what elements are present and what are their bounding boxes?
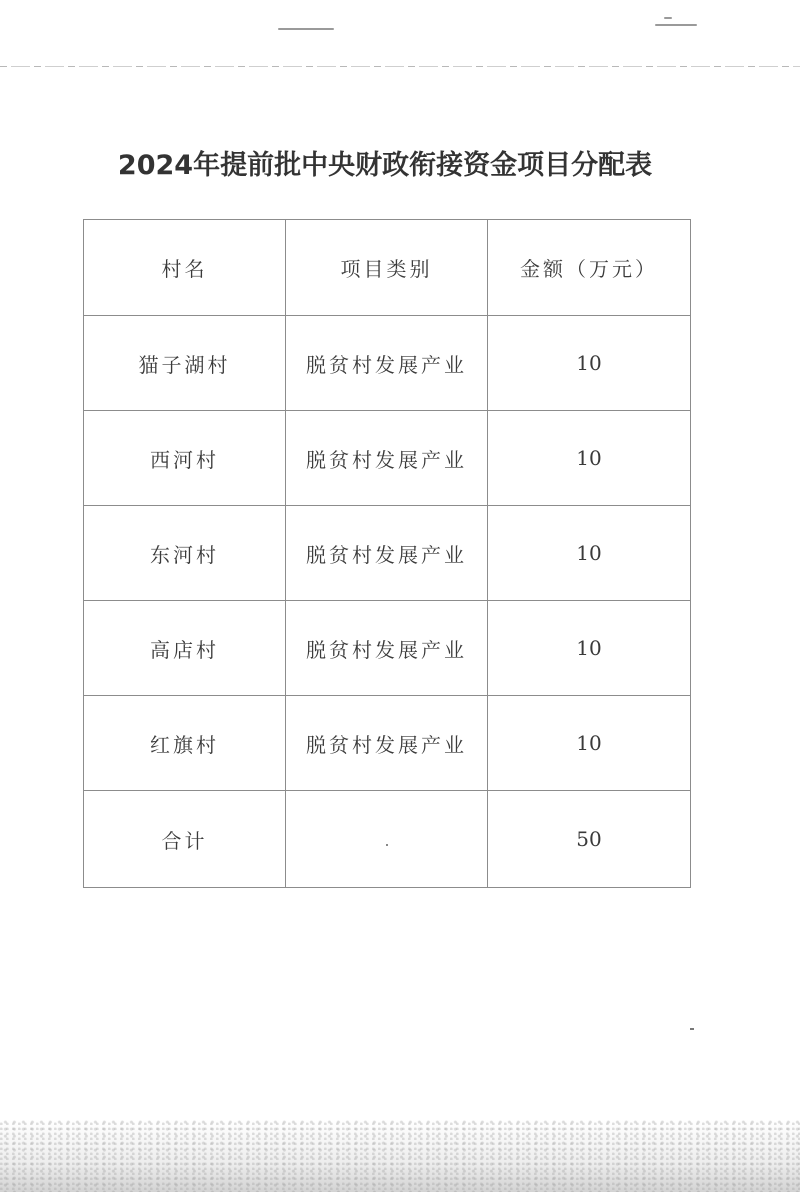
- total-label: 合计: [84, 791, 286, 888]
- table-header-row: [84, 220, 691, 316]
- cell-category: 脱贫村发展产业: [286, 411, 488, 506]
- header-category: 项目类别: [286, 220, 488, 316]
- header-village: 村名: [84, 220, 286, 316]
- cell-category: 脱贫村发展产业: [286, 601, 488, 696]
- cell-amount: 10: [488, 316, 691, 411]
- cell-amount: 10: [488, 601, 691, 696]
- table-total-row: [84, 791, 691, 888]
- cell-village: 东河村: [84, 506, 286, 601]
- scan-speck: [690, 1028, 694, 1030]
- cell-village: 西河村: [84, 411, 286, 506]
- scan-speck: [278, 28, 334, 30]
- total-amount: 50: [488, 791, 691, 888]
- scan-speck: [655, 24, 697, 26]
- scan-dot: [386, 844, 388, 846]
- header-amount: 金额（万元）: [488, 220, 691, 316]
- cell-village: 红旗村: [84, 696, 286, 791]
- cell-village: 高店村: [84, 601, 286, 696]
- scan-header-noise: [0, 0, 800, 80]
- cell-amount: 10: [488, 696, 691, 791]
- cell-village: 猫子湖村: [84, 316, 286, 411]
- total-empty-cell: [286, 791, 488, 888]
- page-title: 2024年提前批中央财政衔接资金项目分配表: [117, 150, 653, 181]
- table-row: [84, 411, 691, 506]
- allocation-table: [83, 219, 691, 888]
- scan-speck: [664, 17, 672, 19]
- table-row: [84, 696, 691, 791]
- scan-footer-noise: [0, 1120, 800, 1192]
- cell-amount: 10: [488, 506, 691, 601]
- cell-amount: 10: [488, 411, 691, 506]
- table-row: [84, 506, 691, 601]
- scan-edge-line: [0, 66, 800, 67]
- table-row: [84, 316, 691, 411]
- cell-category: 脱贫村发展产业: [286, 696, 488, 791]
- cell-category: 脱贫村发展产业: [286, 316, 488, 411]
- cell-category: 脱贫村发展产业: [286, 506, 488, 601]
- table-row: [84, 601, 691, 696]
